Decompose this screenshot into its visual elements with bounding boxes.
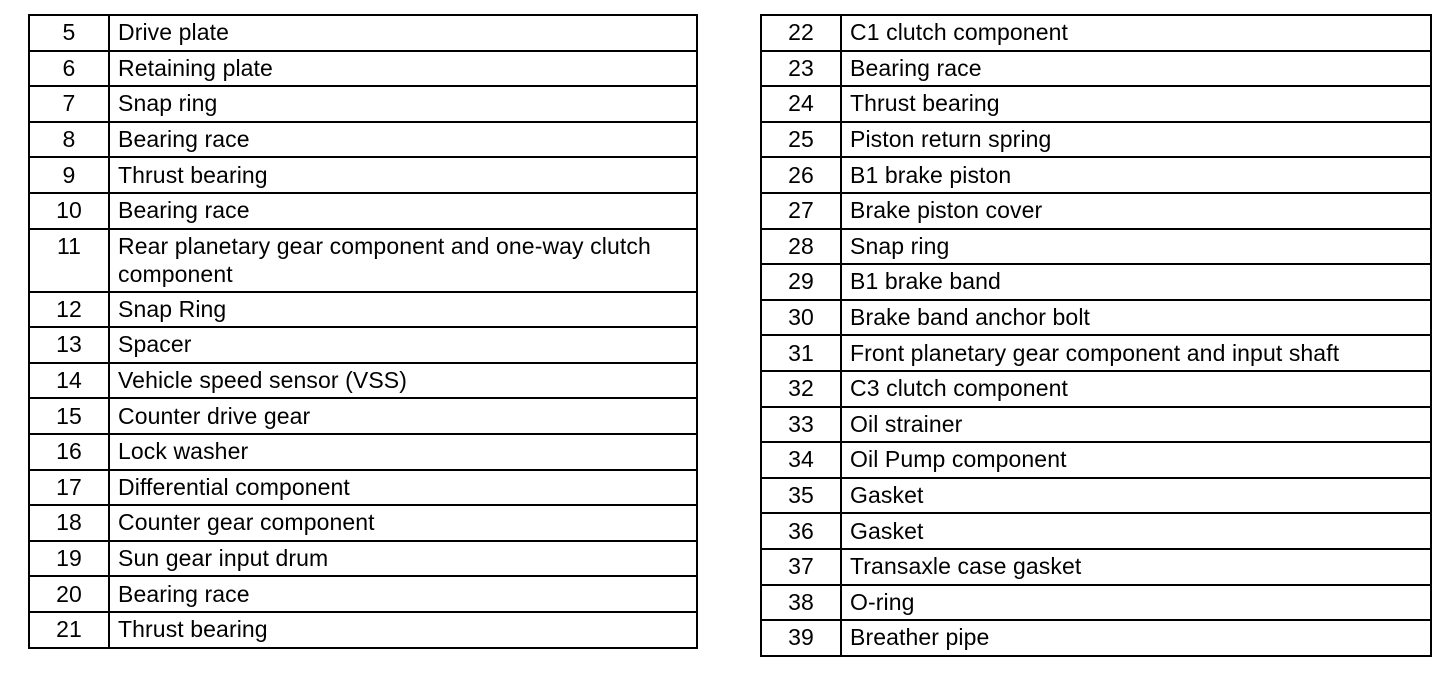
part-description: Thrust bearing xyxy=(109,157,697,193)
table-row xyxy=(29,157,697,193)
table-row xyxy=(761,442,1431,478)
part-description: Vehicle speed sensor (VSS) xyxy=(109,363,697,399)
table-row xyxy=(761,300,1431,336)
part-description: Counter drive gear xyxy=(109,398,697,434)
part-description: Brake piston cover xyxy=(841,193,1431,229)
part-number: 24 xyxy=(761,86,841,122)
table-row xyxy=(761,193,1431,229)
table-row xyxy=(29,434,697,470)
part-number: 11 xyxy=(29,229,109,292)
table-row xyxy=(29,86,697,122)
part-number: 7 xyxy=(29,86,109,122)
table-row xyxy=(761,15,1431,51)
part-number: 28 xyxy=(761,229,841,265)
part-number: 10 xyxy=(29,193,109,229)
part-number: 34 xyxy=(761,442,841,478)
part-description: Front planetary gear component and input shaft xyxy=(841,335,1431,371)
part-number: 33 xyxy=(761,407,841,443)
part-number: 29 xyxy=(761,264,841,300)
part-number: 6 xyxy=(29,51,109,87)
table-row xyxy=(29,612,697,648)
part-number: 8 xyxy=(29,122,109,158)
part-description: Oil Pump component xyxy=(841,442,1431,478)
table-row xyxy=(29,229,697,292)
table-row xyxy=(29,541,697,577)
part-description: C3 clutch component xyxy=(841,371,1431,407)
part-number: 38 xyxy=(761,585,841,621)
part-description: Gasket xyxy=(841,478,1431,514)
part-number: 9 xyxy=(29,157,109,193)
part-number: 39 xyxy=(761,620,841,656)
part-description: Bearing race xyxy=(109,122,697,158)
parts-table-left xyxy=(28,14,698,649)
part-description: C1 clutch component xyxy=(841,15,1431,51)
part-number: 32 xyxy=(761,371,841,407)
part-description: Bearing race xyxy=(841,51,1431,87)
part-description: B1 brake band xyxy=(841,264,1431,300)
part-description: Bearing race xyxy=(109,193,697,229)
part-number: 35 xyxy=(761,478,841,514)
part-number: 22 xyxy=(761,15,841,51)
table-row xyxy=(761,86,1431,122)
part-number: 16 xyxy=(29,434,109,470)
part-description: Differential component xyxy=(109,470,697,506)
table-row xyxy=(29,505,697,541)
table-row xyxy=(761,620,1431,656)
table-row xyxy=(29,15,697,51)
table-row xyxy=(761,549,1431,585)
table-row xyxy=(761,585,1431,621)
part-description: Oil strainer xyxy=(841,407,1431,443)
part-description: O-ring xyxy=(841,585,1431,621)
part-number: 27 xyxy=(761,193,841,229)
part-description: Thrust bearing xyxy=(109,612,697,648)
table-row xyxy=(29,470,697,506)
part-description: Gasket xyxy=(841,513,1431,549)
part-description: Bearing race xyxy=(109,576,697,612)
part-number: 21 xyxy=(29,612,109,648)
part-number: 14 xyxy=(29,363,109,399)
part-number: 31 xyxy=(761,335,841,371)
part-description: Snap Ring xyxy=(109,292,697,328)
table-row xyxy=(761,407,1431,443)
part-description: Spacer xyxy=(109,327,697,363)
table-row xyxy=(29,51,697,87)
part-description: Drive plate xyxy=(109,15,697,51)
parts-table-body xyxy=(761,15,1431,656)
part-description: Retaining plate xyxy=(109,51,697,87)
parts-table-body xyxy=(29,15,697,648)
table-row xyxy=(29,576,697,612)
part-number: 36 xyxy=(761,513,841,549)
part-description: Sun gear input drum xyxy=(109,541,697,577)
table-row xyxy=(761,264,1431,300)
part-number: 18 xyxy=(29,505,109,541)
table-row xyxy=(761,371,1431,407)
table-row xyxy=(761,122,1431,158)
part-number: 30 xyxy=(761,300,841,336)
table-row xyxy=(761,157,1431,193)
part-description: Snap ring xyxy=(109,86,697,122)
part-number: 20 xyxy=(29,576,109,612)
part-description: Transaxle case gasket xyxy=(841,549,1431,585)
part-description: Snap ring xyxy=(841,229,1431,265)
table-row xyxy=(29,327,697,363)
part-number: 23 xyxy=(761,51,841,87)
table-row xyxy=(29,193,697,229)
part-number: 13 xyxy=(29,327,109,363)
table-row xyxy=(29,398,697,434)
part-number: 19 xyxy=(29,541,109,577)
part-number: 25 xyxy=(761,122,841,158)
part-description: Lock washer xyxy=(109,434,697,470)
table-row xyxy=(761,335,1431,371)
part-number: 12 xyxy=(29,292,109,328)
table-row xyxy=(761,513,1431,549)
table-row xyxy=(761,51,1431,87)
part-description: Brake band anchor bolt xyxy=(841,300,1431,336)
table-row xyxy=(761,478,1431,514)
part-description: Thrust bearing xyxy=(841,86,1431,122)
part-description: Rear planetary gear component and one-way clutch component xyxy=(109,229,697,292)
part-number: 26 xyxy=(761,157,841,193)
table-row xyxy=(761,229,1431,265)
part-number: 17 xyxy=(29,470,109,506)
part-number: 37 xyxy=(761,549,841,585)
part-description: B1 brake piston xyxy=(841,157,1431,193)
part-description: Counter gear component xyxy=(109,505,697,541)
part-description: Breather pipe xyxy=(841,620,1431,656)
part-description: Piston return spring xyxy=(841,122,1431,158)
parts-table-right xyxy=(760,14,1432,657)
part-number: 15 xyxy=(29,398,109,434)
table-row xyxy=(29,363,697,399)
part-number: 5 xyxy=(29,15,109,51)
table-row xyxy=(29,292,697,328)
table-row xyxy=(29,122,697,158)
